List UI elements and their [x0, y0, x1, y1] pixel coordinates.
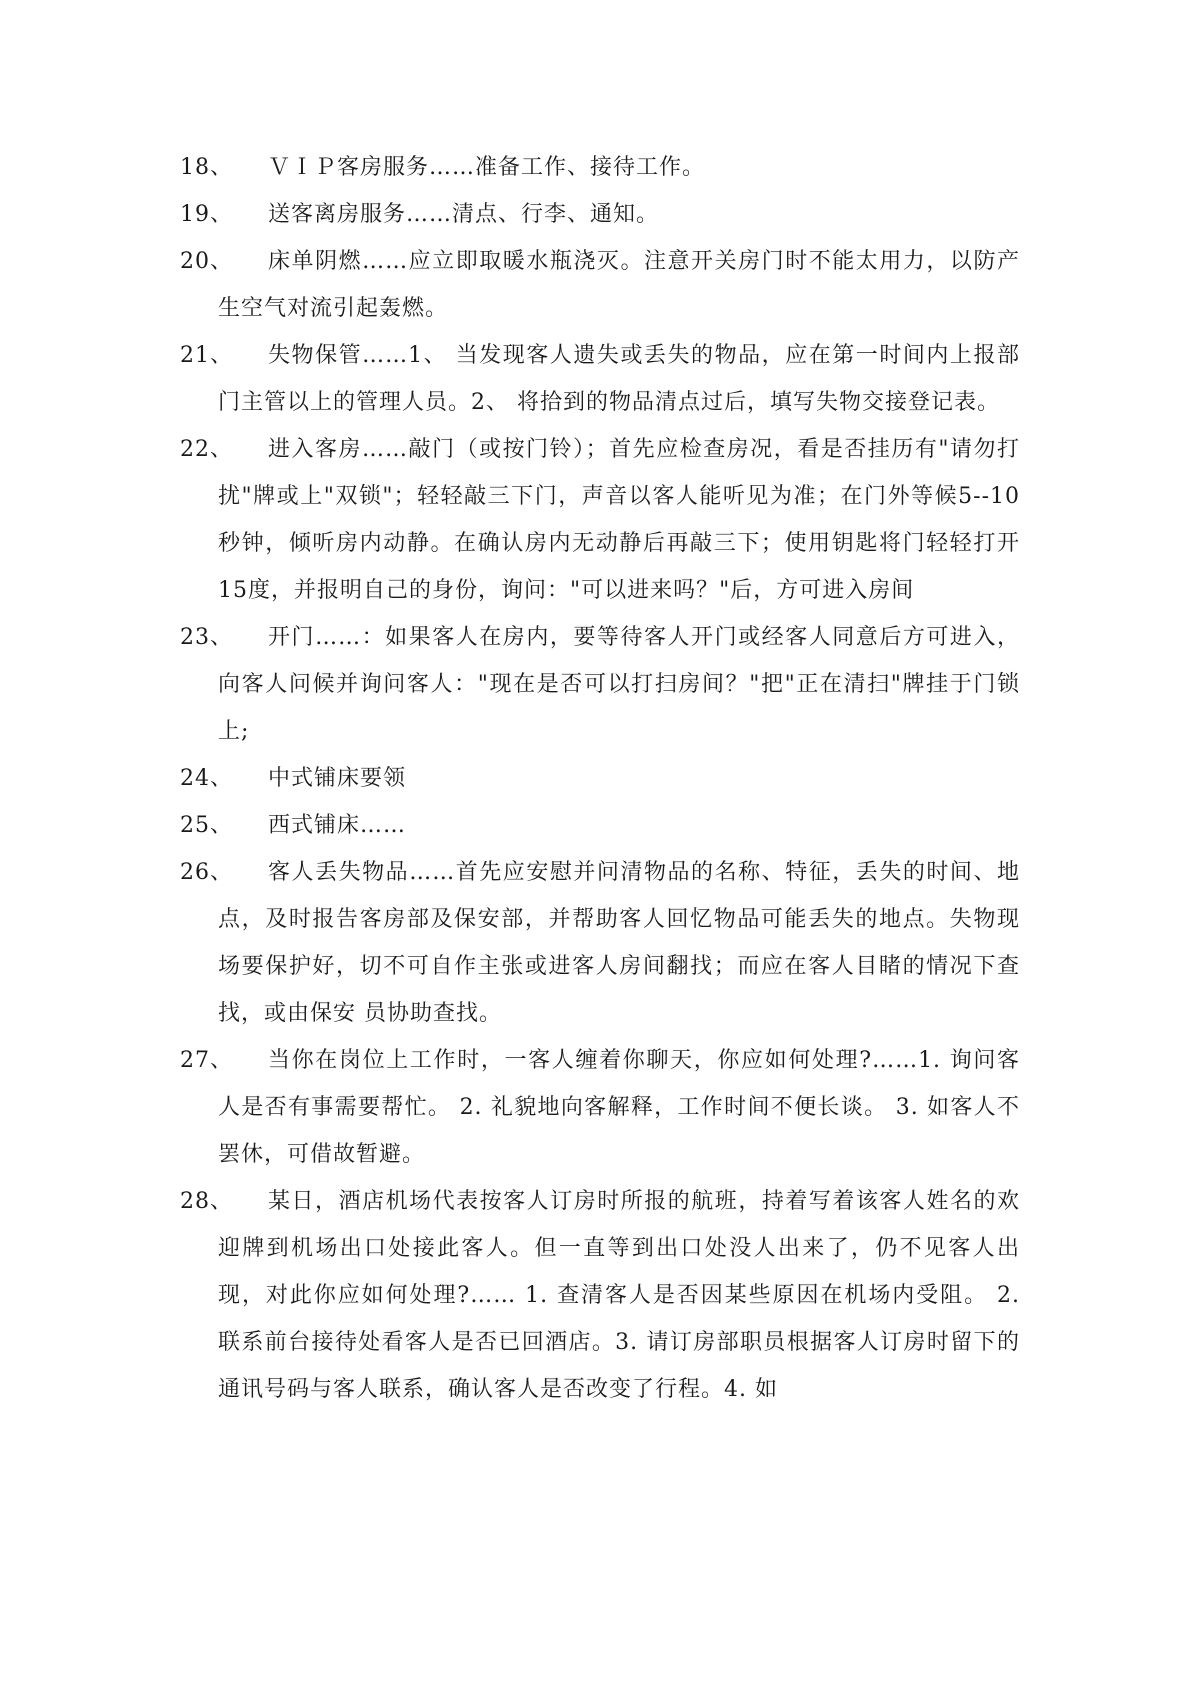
- list-item: [180, 332, 1020, 426]
- item-number: 19、: [180, 202, 233, 227]
- item-text: 客人丢失物品……首先应安慰并问清物品的名称、特征，丢失的时间、地点，及时报告客房部及保安部，并帮助客人回忆物品可能丢失的地点。失物现场要保护好，切不可自作主张或进客人房间翻找；而应在客人目睹的情况下查找，或由保安 员协助查找。: [218, 860, 1020, 1026]
- item-text: 西式铺床……: [268, 813, 407, 838]
- item-number: 25、: [180, 813, 233, 838]
- item-text: 床单阴燃……应立即取暖水瓶浇灭。注意开关房门时不能太用力，以防产生空气对流引起轰燃。: [218, 249, 1020, 321]
- item-text: 当你在岗位上工作时，一客人缠着你聊天，你应如何处理?……1. 询问客人是否有事需要帮忙。 2. 礼貌地向客解释，工作时间不便长谈。 3. 如客人不罢休，可借故暂避。: [218, 1048, 1020, 1167]
- item-number: 18、: [180, 155, 233, 180]
- item-number: 22、: [180, 437, 233, 462]
- item-number: 24、: [180, 766, 233, 791]
- list-item: [180, 144, 1020, 191]
- item-text: 失物保管……1、 当发现客人遗失或丢失的物品，应在第一时间内上报部门主管以上的管理人员。2、 将拾到的物品清点过后，填写失物交接登记表。: [218, 343, 1020, 415]
- item-number: 26、: [180, 860, 233, 885]
- item-text: 进入客房……敲门（或按门铃）；首先应检查房况，看是否挂历有"请勿打扰"牌或上"双锁"；轻轻敲三下门，声音以客人能听见为准；在门外等候5--10 秒钟，倾听房内动静。在确认房内无动静后再敲三下；使用钥匙将门轻轻打开 15度，并报明自己的身份，询问："可以进来吗？"后，方可进入房间: [218, 437, 1028, 603]
- list-item: [180, 614, 1020, 755]
- list-item: [180, 426, 1028, 614]
- list-item: [180, 802, 1020, 849]
- item-number: 23、: [180, 625, 233, 650]
- item-number: 27、: [180, 1048, 233, 1073]
- item-text: ＶＩＰ客房服务……准备工作、接待工作。: [268, 155, 706, 180]
- list-item: [180, 191, 1020, 238]
- item-text: 开门……：如果客人在房内，要等待客人开门或经客人同意后方可进入，向客人问候并询问客人："现在是否可以打扫房间？"把"正在清扫"牌挂于门锁上;: [218, 625, 1020, 744]
- list-item: [180, 1178, 1028, 1413]
- item-text: 中式铺床要领: [268, 766, 407, 791]
- list-item: [180, 849, 1020, 1037]
- item-number: 28、: [180, 1189, 233, 1214]
- list-item: [180, 755, 1020, 802]
- item-text: 送客离房服务……清点、行李、通知。: [268, 202, 660, 227]
- list-item: [180, 238, 1020, 332]
- item-text: 某日，酒店机场代表按客人订房时所报的航班，持着写着该客人姓名的欢迎牌到机场出口处接此客人。但一直等到出口处没人出来了，仍不见客人出现，对此你应如何处理?…… 1. 查清客人是否因某些原因在机场内受阻。 2. 联系前台接待处看客人是否已回酒店。3. 请订房部职员根据客人订房时留下的通讯号码与客人联系，确认客人是否改变了行程。4. 如: [218, 1189, 1028, 1402]
- item-number: 21、: [180, 343, 233, 368]
- item-number: 20、: [180, 249, 233, 274]
- document-body: [180, 144, 1028, 1413]
- list-item: [180, 1037, 1020, 1178]
